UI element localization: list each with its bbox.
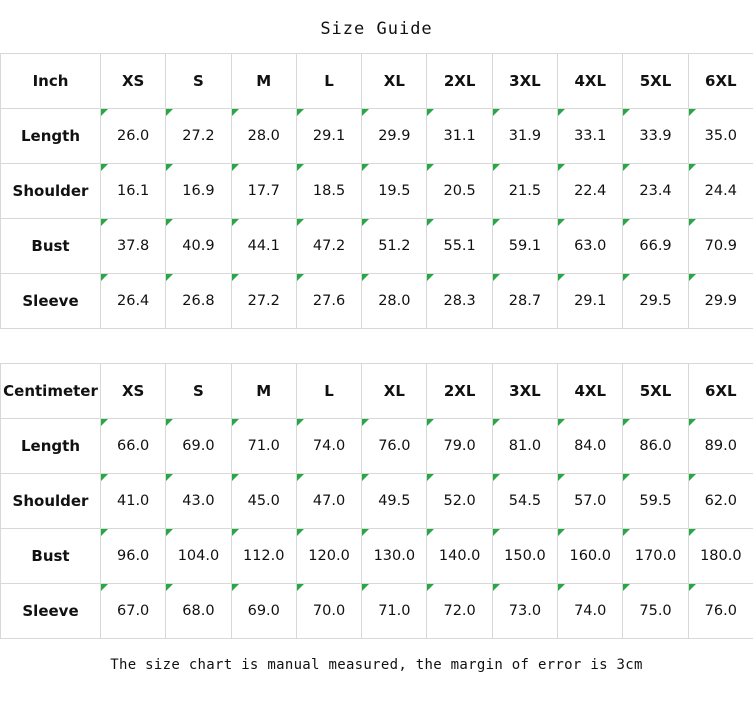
cell-cm-bust-3xl: 150.0 bbox=[492, 529, 557, 584]
cell-inch-length-xs: 26.0 bbox=[101, 109, 166, 164]
measurement-note: The size chart is manual measured, the margin of error is 3cm bbox=[110, 657, 643, 673]
size-header-cm-s: S bbox=[166, 364, 231, 419]
cell-cm-length-xl: 76.0 bbox=[362, 419, 427, 474]
cell-inch-bust-4xl: 63.0 bbox=[558, 219, 623, 274]
cell-inch-bust-xl: 51.2 bbox=[362, 219, 427, 274]
cell-inch-bust-l: 47.2 bbox=[296, 219, 361, 274]
cell-inch-shoulder-m: 17.7 bbox=[231, 164, 296, 219]
cell-inch-shoulder-5xl: 23.4 bbox=[623, 164, 688, 219]
cell-cm-bust-xl: 130.0 bbox=[362, 529, 427, 584]
size-header-cm-5xl: 5XL bbox=[623, 364, 688, 419]
row-label-cm-sleeve: Sleeve bbox=[1, 584, 101, 639]
cell-cm-bust-2xl: 140.0 bbox=[427, 529, 492, 584]
table-row bbox=[1, 474, 753, 529]
cell-inch-bust-s: 40.9 bbox=[166, 219, 231, 274]
table-header-row bbox=[1, 54, 753, 109]
cell-cm-shoulder-4xl: 57.0 bbox=[558, 474, 623, 529]
unit-header-centimeter: Centimeter bbox=[1, 364, 101, 419]
cell-cm-bust-l: 120.0 bbox=[296, 529, 361, 584]
table-header-row bbox=[1, 364, 753, 419]
size-header-2xl: 2XL bbox=[427, 54, 492, 109]
cell-cm-sleeve-3xl: 73.0 bbox=[492, 584, 557, 639]
cell-inch-sleeve-5xl: 29.5 bbox=[623, 274, 688, 329]
cell-cm-shoulder-xl: 49.5 bbox=[362, 474, 427, 529]
cell-inch-sleeve-3xl: 28.7 bbox=[492, 274, 557, 329]
cell-cm-length-m: 71.0 bbox=[231, 419, 296, 474]
cell-cm-length-3xl: 81.0 bbox=[492, 419, 557, 474]
cell-cm-sleeve-6xl: 76.0 bbox=[688, 584, 753, 639]
cell-inch-bust-6xl: 70.9 bbox=[688, 219, 753, 274]
cell-inch-sleeve-xl: 28.0 bbox=[362, 274, 427, 329]
table-separator bbox=[0, 329, 753, 363]
cell-cm-shoulder-2xl: 52.0 bbox=[427, 474, 492, 529]
cell-inch-length-3xl: 31.9 bbox=[492, 109, 557, 164]
cell-cm-length-4xl: 84.0 bbox=[558, 419, 623, 474]
cell-inch-length-5xl: 33.9 bbox=[623, 109, 688, 164]
cell-cm-shoulder-l: 47.0 bbox=[296, 474, 361, 529]
cell-inch-shoulder-2xl: 20.5 bbox=[427, 164, 492, 219]
row-label-sleeve: Sleeve bbox=[1, 274, 101, 329]
unit-header-inch: Inch bbox=[1, 54, 101, 109]
row-label-bust: Bust bbox=[1, 219, 101, 274]
size-header-l: L bbox=[296, 54, 361, 109]
cell-cm-sleeve-l: 70.0 bbox=[296, 584, 361, 639]
table-row bbox=[1, 584, 753, 639]
page-title: Size Guide bbox=[320, 19, 433, 39]
cell-cm-sleeve-2xl: 72.0 bbox=[427, 584, 492, 639]
cell-cm-shoulder-m: 45.0 bbox=[231, 474, 296, 529]
cell-inch-shoulder-xl: 19.5 bbox=[362, 164, 427, 219]
cell-cm-length-l: 74.0 bbox=[296, 419, 361, 474]
size-header-m: M bbox=[231, 54, 296, 109]
cell-cm-sleeve-5xl: 75.0 bbox=[623, 584, 688, 639]
size-header-cm-m: M bbox=[231, 364, 296, 419]
cell-cm-sleeve-s: 68.0 bbox=[166, 584, 231, 639]
table-row bbox=[1, 529, 753, 584]
cell-cm-sleeve-4xl: 74.0 bbox=[558, 584, 623, 639]
cell-cm-length-5xl: 86.0 bbox=[623, 419, 688, 474]
cell-inch-length-2xl: 31.1 bbox=[427, 109, 492, 164]
cell-cm-bust-4xl: 160.0 bbox=[558, 529, 623, 584]
cell-cm-bust-m: 112.0 bbox=[231, 529, 296, 584]
cell-cm-shoulder-6xl: 62.0 bbox=[688, 474, 753, 529]
row-label-cm-length: Length bbox=[1, 419, 101, 474]
size-header-cm-xl: XL bbox=[362, 364, 427, 419]
cell-inch-shoulder-l: 18.5 bbox=[296, 164, 361, 219]
cell-cm-bust-5xl: 170.0 bbox=[623, 529, 688, 584]
cell-cm-shoulder-5xl: 59.5 bbox=[623, 474, 688, 529]
cell-inch-length-s: 27.2 bbox=[166, 109, 231, 164]
size-header-4xl: 4XL bbox=[558, 54, 623, 109]
cell-cm-sleeve-m: 69.0 bbox=[231, 584, 296, 639]
cell-cm-length-2xl: 79.0 bbox=[427, 419, 492, 474]
cell-inch-bust-2xl: 55.1 bbox=[427, 219, 492, 274]
cell-inch-shoulder-s: 16.9 bbox=[166, 164, 231, 219]
table-row bbox=[1, 419, 753, 474]
size-header-cm-xs: XS bbox=[101, 364, 166, 419]
cell-inch-length-l: 29.1 bbox=[296, 109, 361, 164]
cell-inch-shoulder-xs: 16.1 bbox=[101, 164, 166, 219]
row-label-cm-bust: Bust bbox=[1, 529, 101, 584]
cell-inch-sleeve-4xl: 29.1 bbox=[558, 274, 623, 329]
cell-inch-sleeve-6xl: 29.9 bbox=[688, 274, 753, 329]
table-row bbox=[1, 219, 753, 274]
cell-inch-bust-m: 44.1 bbox=[231, 219, 296, 274]
row-label-cm-shoulder: Shoulder bbox=[1, 474, 101, 529]
size-header-cm-l: L bbox=[296, 364, 361, 419]
cell-cm-bust-xs: 96.0 bbox=[101, 529, 166, 584]
cell-cm-shoulder-s: 43.0 bbox=[166, 474, 231, 529]
size-header-cm-4xl: 4XL bbox=[558, 364, 623, 419]
cell-cm-shoulder-xs: 41.0 bbox=[101, 474, 166, 529]
row-label-shoulder: Shoulder bbox=[1, 164, 101, 219]
size-header-cm-3xl: 3XL bbox=[492, 364, 557, 419]
cell-inch-bust-xs: 37.8 bbox=[101, 219, 166, 274]
cell-inch-shoulder-6xl: 24.4 bbox=[688, 164, 753, 219]
cell-inch-bust-3xl: 59.1 bbox=[492, 219, 557, 274]
size-header-xl: XL bbox=[362, 54, 427, 109]
size-header-s: S bbox=[166, 54, 231, 109]
cell-inch-length-m: 28.0 bbox=[231, 109, 296, 164]
size-header-3xl: 3XL bbox=[492, 54, 557, 109]
size-header-cm-6xl: 6XL bbox=[688, 364, 753, 419]
cell-inch-shoulder-4xl: 22.4 bbox=[558, 164, 623, 219]
table-row bbox=[1, 274, 753, 329]
cell-inch-bust-5xl: 66.9 bbox=[623, 219, 688, 274]
cell-cm-sleeve-xl: 71.0 bbox=[362, 584, 427, 639]
cell-cm-bust-s: 104.0 bbox=[166, 529, 231, 584]
cell-cm-shoulder-3xl: 54.5 bbox=[492, 474, 557, 529]
size-table-centimeter bbox=[0, 363, 753, 639]
cell-cm-length-s: 69.0 bbox=[166, 419, 231, 474]
cell-cm-sleeve-xs: 67.0 bbox=[101, 584, 166, 639]
size-table-inch bbox=[0, 53, 753, 329]
size-header-cm-2xl: 2XL bbox=[427, 364, 492, 419]
table-row bbox=[1, 164, 753, 219]
cell-cm-bust-6xl: 180.0 bbox=[688, 529, 753, 584]
size-header-6xl: 6XL bbox=[688, 54, 753, 109]
cell-cm-length-6xl: 89.0 bbox=[688, 419, 753, 474]
cell-inch-sleeve-m: 27.2 bbox=[231, 274, 296, 329]
cell-inch-shoulder-3xl: 21.5 bbox=[492, 164, 557, 219]
cell-inch-sleeve-2xl: 28.3 bbox=[427, 274, 492, 329]
cell-inch-sleeve-s: 26.8 bbox=[166, 274, 231, 329]
row-label-length: Length bbox=[1, 109, 101, 164]
cell-inch-length-xl: 29.9 bbox=[362, 109, 427, 164]
cell-inch-sleeve-l: 27.6 bbox=[296, 274, 361, 329]
size-header-5xl: 5XL bbox=[623, 54, 688, 109]
size-header-xs: XS bbox=[101, 54, 166, 109]
cell-inch-length-4xl: 33.1 bbox=[558, 109, 623, 164]
cell-inch-length-6xl: 35.0 bbox=[688, 109, 753, 164]
table-row bbox=[1, 109, 753, 164]
cell-cm-length-xs: 66.0 bbox=[101, 419, 166, 474]
cell-inch-sleeve-xs: 26.4 bbox=[101, 274, 166, 329]
